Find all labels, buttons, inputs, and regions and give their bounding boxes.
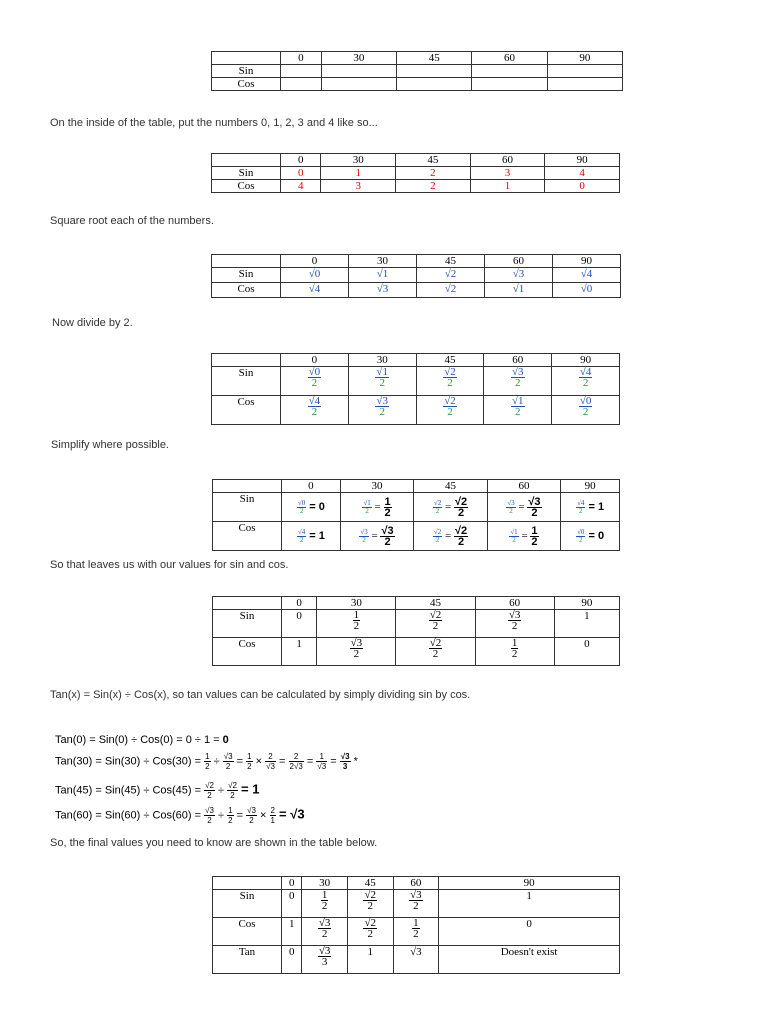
header-cell: 30 (321, 154, 396, 167)
value-cell: 1 (554, 610, 619, 638)
value-cell: √4 (281, 283, 349, 298)
fraction-cell: $\frac{√1}{2}$ (348, 367, 416, 396)
fraction-cell: $\frac{√2}{2}$ (416, 396, 484, 425)
simplified-cell: $\frac{√3}{2}$ = $\frac{√3}{2}$ (340, 522, 413, 551)
value-cell: √1 (349, 268, 417, 283)
row-label: Cos (212, 78, 281, 91)
header-cell: 90 (553, 255, 621, 268)
instruction-text: Tan(x) = Sin(x) ÷ Cos(x), so tan values can be calculated by simply dividing sin by cos. (50, 689, 471, 701)
header-cell: 45 (396, 597, 475, 610)
value-cell: 0 (554, 638, 619, 666)
simplified-table (212, 479, 620, 551)
simplified-cell: $\frac{√0}{2}$ = 0 (282, 493, 341, 522)
value-cell: 0 (545, 180, 620, 193)
fraction-cell: $\frac{√0}{2}$ (281, 367, 349, 396)
divided-table (211, 353, 620, 425)
header-cell: 0 (281, 52, 322, 65)
value-cell: 4 (281, 180, 321, 193)
value-cell: $\frac{√3}{3}$ (302, 946, 348, 974)
row-label: Cos (212, 180, 281, 193)
final-trig-table (212, 876, 620, 974)
header-cell: 90 (554, 597, 619, 610)
header-cell: 60 (484, 354, 552, 367)
row-label: Sin (212, 167, 281, 180)
corner-cell (212, 52, 281, 65)
header-cell: 30 (317, 597, 396, 610)
header-cell: 30 (348, 354, 416, 367)
instruction-text: Simplify where possible. (51, 439, 169, 451)
header-cell: 90 (545, 154, 620, 167)
tan0-line: Tan(0) = Sin(0) ÷ Cos(0) = 0 ÷ 1 = 0 (55, 734, 229, 746)
row-label: Cos (213, 522, 282, 551)
value-cell: 0 (439, 918, 620, 946)
row-label: Cos (212, 283, 281, 298)
value-cell: 1 (347, 946, 393, 974)
header-cell: 45 (396, 154, 471, 167)
value-cell: √2 (417, 283, 485, 298)
header-cell: 45 (416, 354, 484, 367)
header-cell: 30 (321, 52, 396, 65)
numbers-table (211, 153, 620, 193)
value-cell: $\frac{√3}{2}$ (317, 638, 396, 666)
header-cell: 0 (282, 877, 302, 890)
value-cell: $\frac{1}{2}$ (302, 890, 348, 918)
value-cell: 0 (282, 890, 302, 918)
value-cell: 0 (281, 167, 321, 180)
value-cell: Doesn't exist (439, 946, 620, 974)
header-cell: 0 (281, 354, 349, 367)
row-label: Cos (212, 396, 281, 425)
header-cell: 30 (349, 255, 417, 268)
value-cell: √0 (281, 268, 349, 283)
value-cell: 1 (321, 167, 396, 180)
header-cell: 45 (347, 877, 393, 890)
value-cell: √4 (553, 268, 621, 283)
value-cell: $\frac{1}{2}$ (317, 610, 396, 638)
header-cell: 90 (561, 480, 620, 493)
value-cell: 1 (439, 890, 620, 918)
header-cell: 30 (302, 877, 348, 890)
header-cell: 90 (439, 877, 620, 890)
header-cell: 60 (470, 154, 545, 167)
sqrt-table (211, 254, 621, 298)
row-label: Sin (213, 493, 282, 522)
instruction-text: So, the final values you need to know are shown in the table below. (50, 837, 378, 849)
simplified-cell: $\frac{√3}{2}$ = $\frac{√3}{2}$ (487, 493, 560, 522)
value-cell: 0 (282, 946, 302, 974)
value-cell: 3 (470, 167, 545, 180)
row-label: Tan (213, 946, 282, 974)
fraction-cell: $\frac{√0}{2}$ (552, 396, 620, 425)
row-label: Sin (213, 610, 282, 638)
value-cell: $\frac{1}{2}$ (393, 918, 439, 946)
header-cell: 0 (281, 154, 321, 167)
tan45-line: Tan(45) = Sin(45) ÷ Cos(45) = $\frac{√2}{2}$ ÷ $\frac{√2}{2}$ = 1 (55, 781, 260, 800)
value-cell: 2 (396, 180, 471, 193)
instruction-text: Square root each of the numbers. (50, 215, 214, 227)
tan60-line: Tan(60) = Sin(60) ÷ Cos(60) = $\frac{√3}{2}$ ÷ $\frac{1}{2}$ = $\frac{√3}{2}$ × $\frac{2}{1}$ = √3 (55, 806, 305, 825)
instruction-text: So that leaves us with our values for sin and cos. (50, 559, 289, 571)
tan30-line: Tan(30) = Sin(30) ÷ Cos(30) = $\frac{1}{2}$ ÷ $\frac{√3}{2}$ = $\frac{1}{2}$ × $\frac{2}{√3}$ = $\frac{2}{2√3}$ = $\frac{1}{√3}$ = $\frac{√3}{3}$ * (55, 752, 358, 771)
value-cell: $\frac{√2}{2}$ (347, 890, 393, 918)
instruction-text: On the inside of the table, put the numbers 0, 1, 2, 3 and 4 like so... (50, 117, 378, 129)
row-label: Cos (213, 638, 282, 666)
instruction-text: Now divide by 2. (52, 317, 133, 329)
value-cell: 2 (396, 167, 471, 180)
header-cell: 90 (547, 52, 622, 65)
header-cell: 0 (282, 480, 341, 493)
fraction-cell: $\frac{√1}{2}$ (484, 396, 552, 425)
fraction-cell: $\frac{√2}{2}$ (416, 367, 484, 396)
value-cell: $\frac{√2}{2}$ (396, 638, 475, 666)
value-cell: $\frac{√3}{2}$ (302, 918, 348, 946)
value-cell: √3 (393, 946, 439, 974)
simplified-cell: $\frac{√0}{2}$ = 0 (561, 522, 620, 551)
row-label: Sin (212, 65, 281, 78)
fraction-cell: $\frac{√4}{2}$ (281, 396, 349, 425)
fraction-cell: $\frac{√4}{2}$ (552, 367, 620, 396)
value-cell: √3 (349, 283, 417, 298)
value-cell: $\frac{√2}{2}$ (396, 610, 475, 638)
header-cell: 60 (393, 877, 439, 890)
simplified-cell: $\frac{√2}{2}$ = $\frac{√2}{2}$ (414, 522, 487, 551)
simplified-cell: $\frac{√2}{2}$ = $\frac{√2}{2}$ (414, 493, 487, 522)
value-cell: 1 (282, 638, 317, 666)
header-cell: 60 (472, 52, 547, 65)
simplified-cell: $\frac{√4}{2}$ = 1 (282, 522, 341, 551)
value-cell: √2 (417, 268, 485, 283)
value-cell: √1 (485, 283, 553, 298)
header-cell: 45 (397, 52, 472, 65)
value-cell: √3 (485, 268, 553, 283)
value-cell: 3 (321, 180, 396, 193)
row-label: Sin (213, 890, 282, 918)
value-cell: $\frac{1}{2}$ (475, 638, 554, 666)
header-cell: 45 (417, 255, 485, 268)
header-cell: 60 (485, 255, 553, 268)
value-cell: 1 (470, 180, 545, 193)
row-label: Sin (212, 367, 281, 396)
value-cell: 1 (282, 918, 302, 946)
header-cell: 60 (475, 597, 554, 610)
header-cell: 0 (282, 597, 317, 610)
header-cell: 30 (340, 480, 413, 493)
value-cell: $\frac{√3}{2}$ (393, 890, 439, 918)
simplified-cell: $\frac{√4}{2}$ = 1 (561, 493, 620, 522)
value-cell: √0 (553, 283, 621, 298)
empty-trig-table (211, 51, 623, 91)
value-cell: 4 (545, 167, 620, 180)
fraction-cell: $\frac{√3}{2}$ (484, 367, 552, 396)
value-cell: 0 (282, 610, 317, 638)
header-cell: 0 (281, 255, 349, 268)
fraction-cell: $\frac{√3}{2}$ (348, 396, 416, 425)
value-cell: $\frac{√3}{2}$ (475, 610, 554, 638)
value-cell: $\frac{√2}{2}$ (347, 918, 393, 946)
row-label: Cos (213, 918, 282, 946)
simplified-cell: $\frac{√1}{2}$ = $\frac{1}{2}$ (487, 522, 560, 551)
sin-cos-values-table (212, 596, 620, 666)
simplified-cell: $\frac{√1}{2}$ = $\frac{1}{2}$ (340, 493, 413, 522)
header-cell: 90 (552, 354, 620, 367)
header-cell: 45 (414, 480, 487, 493)
header-cell: 60 (487, 480, 560, 493)
row-label: Sin (212, 268, 281, 283)
